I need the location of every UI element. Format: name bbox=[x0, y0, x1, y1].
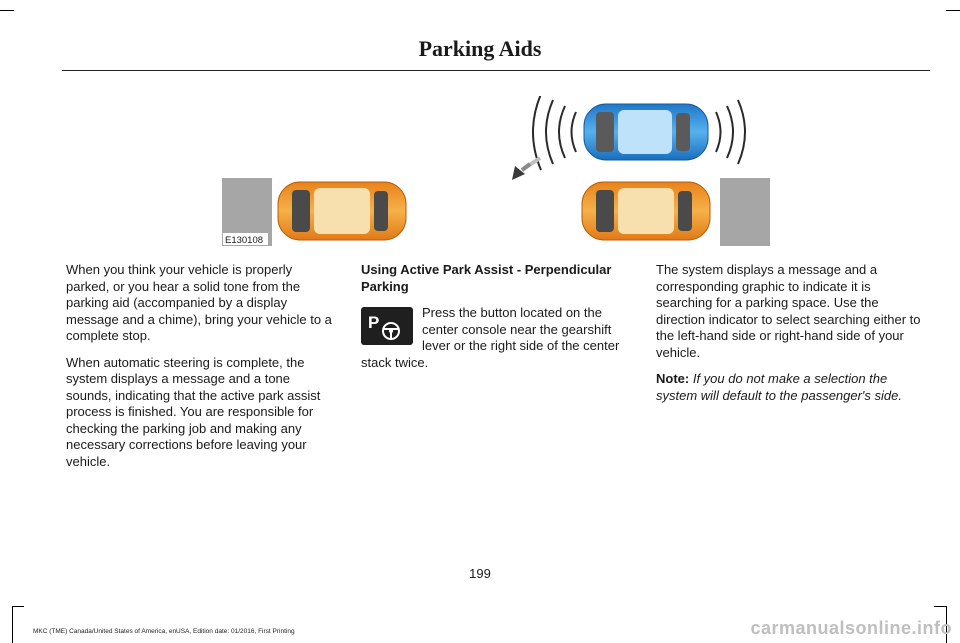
watermark: carmanualsonline.info bbox=[750, 618, 952, 638]
page-title: Parking Aids bbox=[418, 36, 542, 61]
park-assist-icon-letter: P bbox=[368, 313, 380, 332]
reverse-direction-arrow bbox=[512, 158, 540, 180]
parked-car-right bbox=[582, 182, 710, 240]
crop-mark bbox=[946, 10, 960, 11]
parked-car-left bbox=[278, 182, 406, 240]
paragraph: When you think your vehicle is properly parked, or you hear a solid tone from the parking aid (accompanied by a display message and a chime), bring your vehicle to a complete stop. bbox=[66, 262, 332, 343]
sensor-waves-front bbox=[716, 100, 745, 164]
header-divider bbox=[62, 70, 930, 71]
crop-mark bbox=[0, 10, 14, 11]
park-assist-button-icon bbox=[361, 307, 413, 345]
note-text: If you do not make a selection the system will default to the passenger's side. bbox=[656, 371, 902, 403]
note bbox=[656, 371, 926, 404]
text-column-1 bbox=[66, 262, 336, 480]
crop-mark bbox=[12, 606, 13, 643]
instruction-text: Press the button located on the center console near the gearshift lever or the right side of the center stack twice. bbox=[361, 305, 620, 370]
active-car bbox=[584, 104, 708, 160]
page-number: 199 bbox=[469, 566, 491, 581]
note-label: Note: bbox=[656, 371, 690, 386]
text-column-2 bbox=[361, 262, 631, 371]
instruction-block bbox=[361, 305, 631, 371]
paragraph: The system displays a message and a corresponding graphic to indicate it is searching for a parking space. Use the direction indicator to select searching either to the left-hand side or right-hand side of your vehicle. bbox=[656, 262, 921, 360]
section-heading: Using Active Park Assist - Perpendicular Parking bbox=[361, 262, 612, 294]
edition-footer: MKC (TME) Canada/United States of America, enUSA, Edition date: 01/2016, First Printing bbox=[33, 628, 295, 635]
figure-code: E130108 bbox=[225, 235, 264, 246]
paragraph: When automatic steering is complete, the system displays a message and a tone sounds, indicating that the active park assist process is finished. You are responsible for checking the parking job and making any necessary corrections before leaving your vehicle. bbox=[66, 354, 321, 469]
curb-right bbox=[720, 178, 770, 246]
text-column-3 bbox=[656, 262, 926, 414]
parking-illustration bbox=[222, 96, 770, 246]
crop-mark bbox=[934, 606, 946, 607]
crop-mark bbox=[12, 606, 24, 607]
